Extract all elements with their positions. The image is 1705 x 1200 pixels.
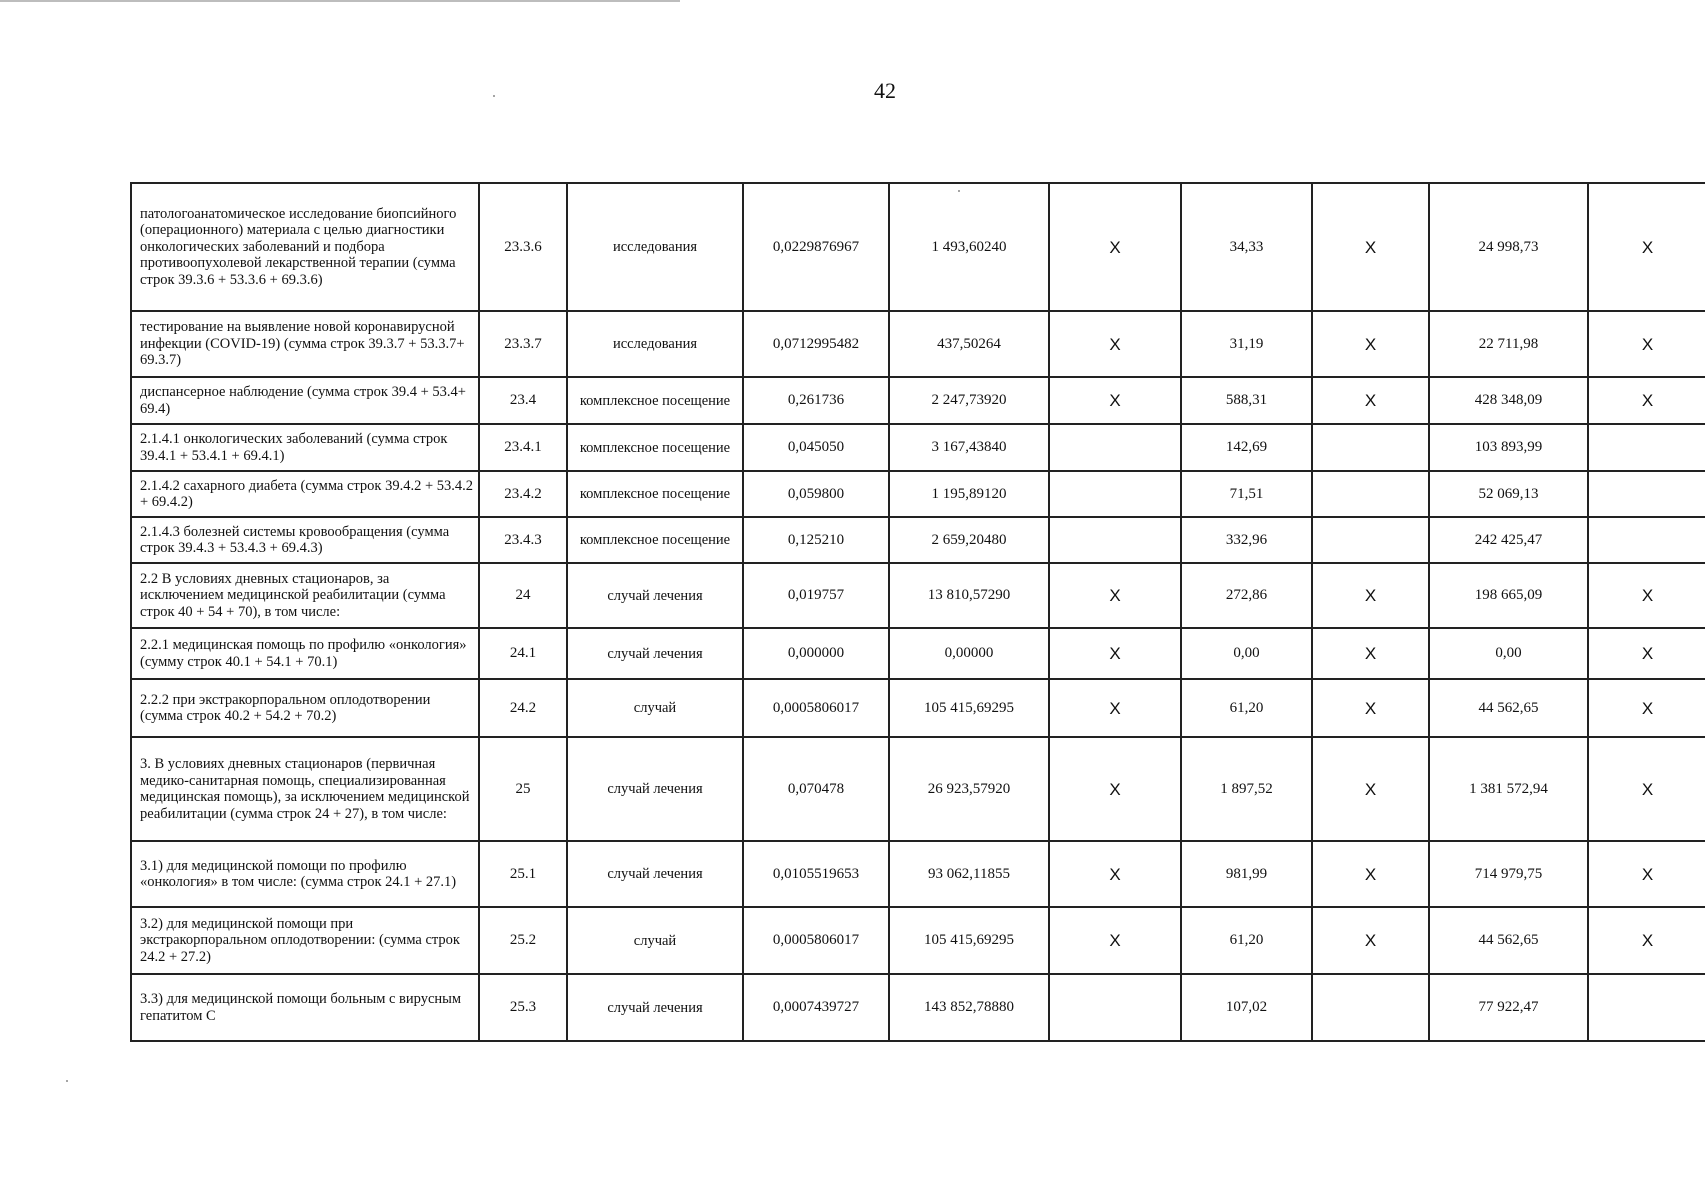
row-col7: 142,69 [1181,424,1312,471]
row-col10 [1588,517,1705,563]
row-col6: X [1049,737,1181,841]
row-col8: X [1312,628,1429,679]
row-col8: X [1312,311,1429,377]
row-volume: 0,0229876967 [743,183,889,311]
row-col10: X [1588,841,1705,907]
row-col7: 107,02 [1181,974,1312,1041]
row-col6 [1049,517,1181,563]
row-col10 [1588,471,1705,517]
row-volume: 0,125210 [743,517,889,563]
row-col9: 428 348,09 [1429,377,1588,424]
row-description: 2.2.2 при экстракорпоральном оплодотворении (сумма строк 40.2 + 54.2 + 70.2) [131,679,479,737]
row-code: 25.1 [479,841,567,907]
table-row [131,471,1705,517]
row-col6: X [1049,311,1181,377]
row-unit: случай лечения [567,563,743,628]
row-description: 3. В условиях дневных стационаров (первичная медико-санитарная помощь, специализированная медицинская помощь), за исключением медицинской реабилитации (сумма строк 24 + 27), в том числе: [131,737,479,841]
table-row [131,841,1705,907]
row-col8: X [1312,183,1429,311]
row-col7: 588,31 [1181,377,1312,424]
row-volume: 0,0105519653 [743,841,889,907]
row-col10: X [1588,628,1705,679]
top-scan-rule [0,0,680,2]
row-col10 [1588,424,1705,471]
table-row [131,974,1705,1041]
row-volume: 0,0007439727 [743,974,889,1041]
row-code: 24 [479,563,567,628]
row-col6: X [1049,841,1181,907]
row-code: 23.3.7 [479,311,567,377]
row-description: 2.2.1 медицинская помощь по профилю «онкология» (сумму строк 40.1 + 54.1 + 70.1) [131,628,479,679]
row-col7: 272,86 [1181,563,1312,628]
row-col9: 0,00 [1429,628,1588,679]
row-col9: 52 069,13 [1429,471,1588,517]
row-col6: X [1049,907,1181,974]
row-code: 25 [479,737,567,841]
row-code: 23.4.3 [479,517,567,563]
row-description: 2.1.4.3 болезней системы кровообращения (сумма строк 39.4.3 + 53.4.3 + 69.4.3) [131,517,479,563]
row-col8 [1312,517,1429,563]
row-col7: 61,20 [1181,907,1312,974]
row-col10: X [1588,737,1705,841]
row-cost: 437,50264 [889,311,1049,377]
row-code: 23.4.2 [479,471,567,517]
row-col7: 31,19 [1181,311,1312,377]
row-code: 25.3 [479,974,567,1041]
row-cost: 2 247,73920 [889,377,1049,424]
row-volume: 0,0005806017 [743,907,889,974]
row-volume: 0,0005806017 [743,679,889,737]
row-cost: 2 659,20480 [889,517,1049,563]
row-code: 25.2 [479,907,567,974]
row-cost: 93 062,11855 [889,841,1049,907]
row-unit: случай лечения [567,841,743,907]
row-col6: X [1049,679,1181,737]
table-row [131,679,1705,737]
row-col6 [1049,471,1181,517]
row-description: патологоанатомическое исследование биопсийного (операционного) материала с целью диагностики онкологических заболеваний и подбора противоопухолевой лекарственной терапии (сумма строк 39.3.6 + 53.3.6 + 69.3.6) [131,183,479,311]
row-col6: X [1049,377,1181,424]
row-unit: комплексное посещение [567,377,743,424]
table-row [131,377,1705,424]
row-col7: 332,96 [1181,517,1312,563]
row-col7: 61,20 [1181,679,1312,737]
row-col10: X [1588,377,1705,424]
row-col9: 242 425,47 [1429,517,1588,563]
row-description: диспансерное наблюдение (сумма строк 39.4 + 53.4+ 69.4) [131,377,479,424]
row-cost: 105 415,69295 [889,679,1049,737]
row-col8 [1312,974,1429,1041]
row-cost: 1 493,60240 [889,183,1049,311]
row-description: 2.2 В условиях дневных стационаров, за исключением медицинской реабилитации (сумма строк 40 + 54 + 70), в том числе: [131,563,479,628]
row-unit: случай лечения [567,974,743,1041]
row-col8: X [1312,679,1429,737]
table-row [131,907,1705,974]
row-unit: комплексное посещение [567,471,743,517]
row-col6 [1049,424,1181,471]
row-code: 23.4.1 [479,424,567,471]
row-code: 24.1 [479,628,567,679]
row-cost: 3 167,43840 [889,424,1049,471]
row-col8 [1312,424,1429,471]
row-unit: случай лечения [567,628,743,679]
row-col7: 34,33 [1181,183,1312,311]
row-unit: комплексное посещение [567,517,743,563]
row-volume: 0,0712995482 [743,311,889,377]
row-volume: 0,000000 [743,628,889,679]
table-row [131,628,1705,679]
row-cost: 26 923,57920 [889,737,1049,841]
row-volume: 0,059800 [743,471,889,517]
row-volume: 0,261736 [743,377,889,424]
row-description: 3.2) для медицинской помощи при экстракорпоральном оплодотворении: (сумма строк 24.2 + 27.2) [131,907,479,974]
row-volume: 0,019757 [743,563,889,628]
row-col10: X [1588,311,1705,377]
row-col10: X [1588,563,1705,628]
row-col9: 77 922,47 [1429,974,1588,1041]
table-row [131,563,1705,628]
row-unit: случай [567,907,743,974]
row-volume: 0,070478 [743,737,889,841]
scan-speck [66,1080,68,1082]
row-description: 2.1.4.1 онкологических заболеваний (сумма строк 39.4.1 + 53.4.1 + 69.4.1) [131,424,479,471]
row-col6: X [1049,563,1181,628]
row-col8 [1312,471,1429,517]
row-unit: случай [567,679,743,737]
row-code: 23.3.6 [479,183,567,311]
row-col7: 0,00 [1181,628,1312,679]
row-cost: 105 415,69295 [889,907,1049,974]
row-col10 [1588,974,1705,1041]
row-volume: 0,045050 [743,424,889,471]
row-col9: 1 381 572,94 [1429,737,1588,841]
table-row [131,517,1705,563]
row-col10: X [1588,183,1705,311]
data-table [130,182,1705,1042]
table-row [131,311,1705,377]
row-col8: X [1312,377,1429,424]
row-col9: 44 562,65 [1429,907,1588,974]
row-col8: X [1312,907,1429,974]
row-col9: 24 998,73 [1429,183,1588,311]
table-body [131,183,1705,1041]
row-col7: 981,99 [1181,841,1312,907]
row-description: 3.3) для медицинской помощи больным с вирусным гепатитом С [131,974,479,1041]
row-unit: случай лечения [567,737,743,841]
row-col7: 71,51 [1181,471,1312,517]
row-col8: X [1312,841,1429,907]
table-row [131,424,1705,471]
row-col9: 22 711,98 [1429,311,1588,377]
table-row [131,737,1705,841]
row-col8: X [1312,563,1429,628]
row-cost: 143 852,78880 [889,974,1049,1041]
scan-speck [493,95,495,97]
row-code: 23.4 [479,377,567,424]
row-col10: X [1588,907,1705,974]
row-col6 [1049,974,1181,1041]
row-code: 24.2 [479,679,567,737]
row-description: тестирование на выявление новой коронавирусной инфекции (COVID-19) (сумма строк 39.3.7 + 53.3.7+ 69.3.7) [131,311,479,377]
row-col7: 1 897,52 [1181,737,1312,841]
row-cost: 13 810,57290 [889,563,1049,628]
row-cost: 0,00000 [889,628,1049,679]
row-col6: X [1049,628,1181,679]
page-number: 42 [874,78,896,103]
row-col10: X [1588,679,1705,737]
row-unit: комплексное посещение [567,424,743,471]
row-cost: 1 195,89120 [889,471,1049,517]
row-col6: X [1049,183,1181,311]
row-col9: 103 893,99 [1429,424,1588,471]
row-col8: X [1312,737,1429,841]
row-col9: 198 665,09 [1429,563,1588,628]
table-row [131,183,1705,311]
row-unit: исследования [567,311,743,377]
row-unit: исследования [567,183,743,311]
row-description: 2.1.4.2 сахарного диабета (сумма строк 39.4.2 + 53.4.2 + 69.4.2) [131,471,479,517]
row-col9: 714 979,75 [1429,841,1588,907]
row-col9: 44 562,65 [1429,679,1588,737]
row-description: 3.1) для медицинской помощи по профилю «онкология» в том числе: (сумма строк 24.1 + 27.1) [131,841,479,907]
